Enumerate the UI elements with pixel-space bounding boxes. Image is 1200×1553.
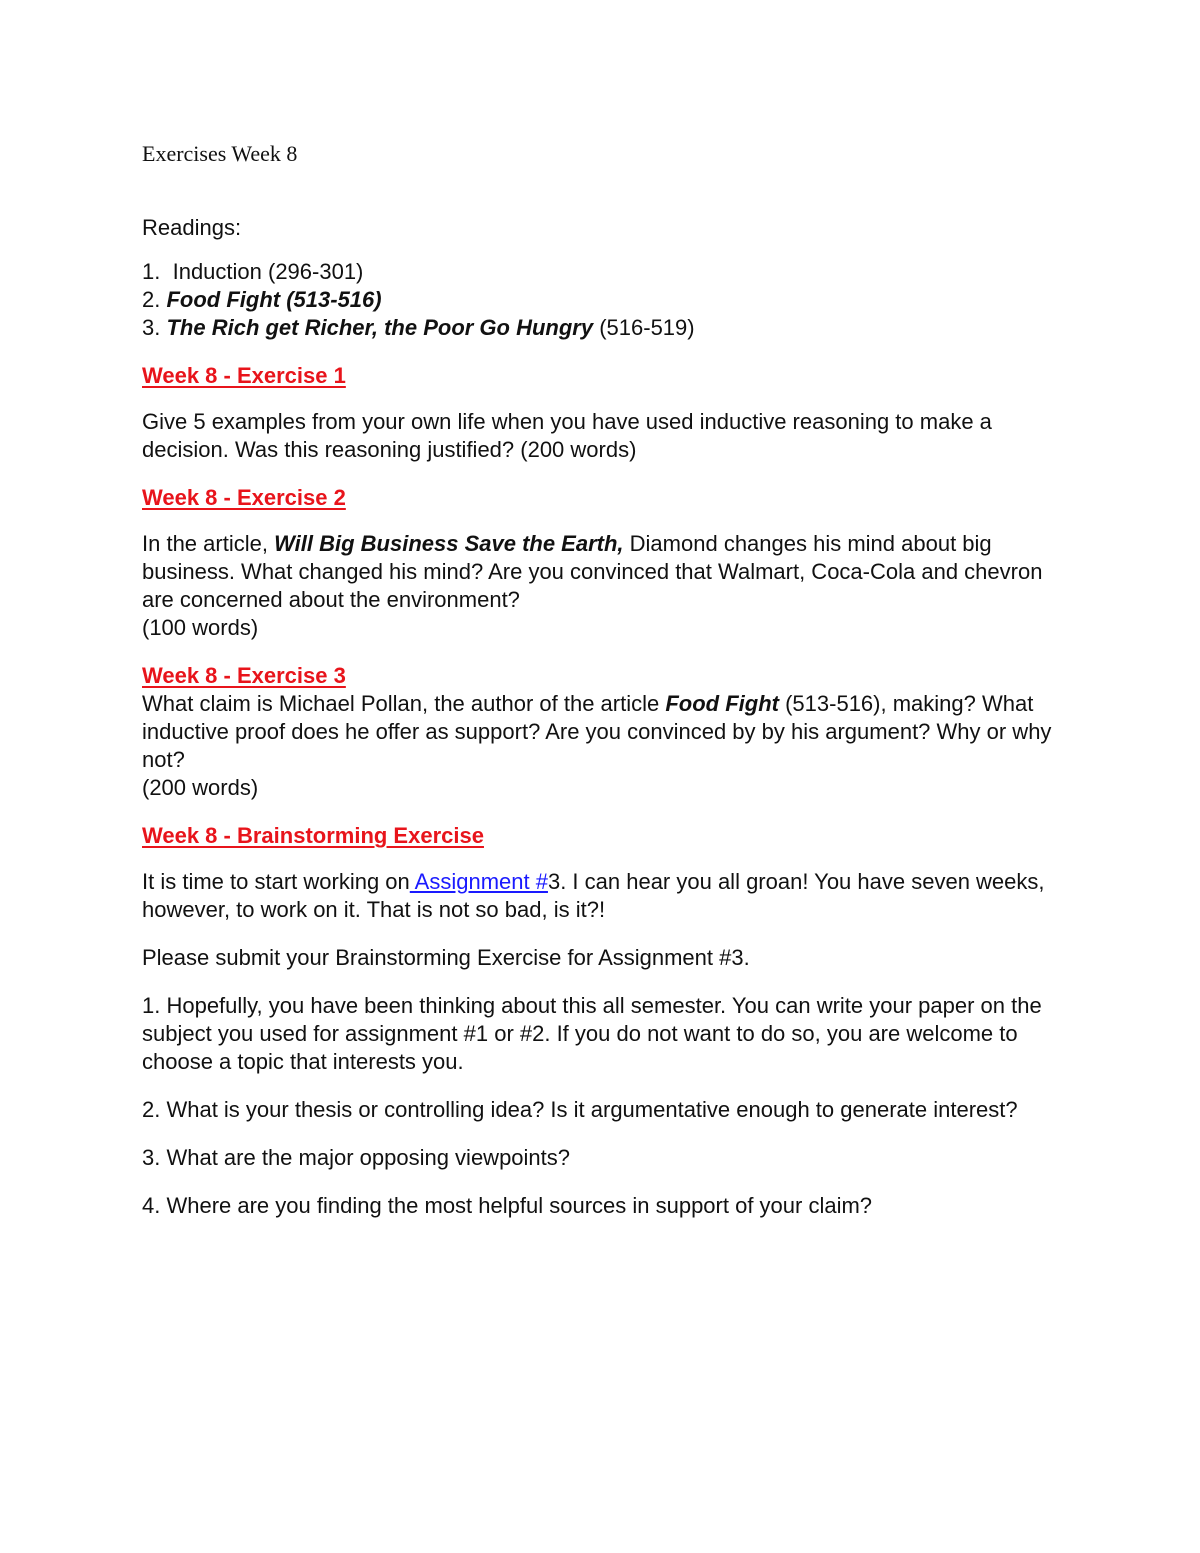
- exercise-1-body: Give 5 examples from your own life when you have used inductive reasoning to make a decision. Was this reasoning justified? (200 words): [142, 409, 992, 462]
- reading-title: Food Fight (513-516): [166, 287, 382, 312]
- reading-number: 3.: [142, 315, 161, 340]
- reading-item-1: [142, 258, 1072, 286]
- reading-item-3: [142, 314, 1072, 342]
- readings-label: Readings:: [142, 215, 242, 240]
- readings-list: [142, 258, 1072, 342]
- reading-title: The Rich get Richer, the Poor Go Hungry: [166, 315, 594, 340]
- brainstorming-intro-before: It is time to start working on: [142, 869, 410, 894]
- reading-number: 1.: [142, 259, 161, 284]
- exercise-3-body: [142, 690, 1072, 774]
- assignment-3-link[interactable]: Assignment #: [409, 869, 548, 894]
- exercise-3-text-before: What claim is Michael Pollan, the author of the article: [142, 691, 666, 716]
- exercise-2-text-after: Diamond changes his mind about big business. What changed his mind? Are you convinced that Walmart, Coca-Cola and chevron are concerned about the environment?: [142, 531, 1043, 612]
- brainstorming-intro: [142, 868, 1072, 924]
- exercise-2-text-before: In the article,: [142, 531, 275, 556]
- reading-item-2: [142, 286, 1072, 314]
- brainstorming-question-1: 1. Hopefully, you have been thinking about this all semester. You can write your paper on the subject you used for assignment #1 or #2. If you do not want to do so, you are welcome to choose a topic that interests you.: [142, 993, 1042, 1074]
- brainstorming-question-3: 3. What are the major opposing viewpoints?: [142, 1145, 571, 1170]
- exercise-2-word-count: (100 words): [142, 615, 259, 640]
- brainstorming-submit-text: Please submit your Brainstorming Exercise for Assignment #3.: [142, 945, 750, 970]
- exercise-2-body: [142, 530, 1072, 614]
- reading-number: 2.: [142, 287, 161, 312]
- exercise-3-article-title: Food Fight: [665, 691, 779, 716]
- exercise-3-text-after: (513-516), making? What inductive proof does he offer as support? Are you convinced by by his argument? Why or why not?: [142, 691, 1052, 772]
- brainstorming-heading: Week 8 - Brainstorming Exercise: [142, 823, 484, 848]
- document-body: [142, 140, 1072, 1240]
- document-title: Exercises Week 8: [142, 141, 298, 166]
- brainstorming-intro-after: 3. I can hear you all groan! You have seven weeks, however, to work on it. That is not so bad, is it?!: [142, 869, 1045, 922]
- brainstorming-question-2: 2. What is your thesis or controlling idea? Is it argumentative enough to generate interest?: [142, 1097, 1018, 1122]
- exercise-2-heading: Week 8 - Exercise 2: [142, 485, 346, 510]
- reading-text: Induction (296-301): [172, 259, 364, 284]
- brainstorming-question-4: 4. Where are you finding the most helpful sources in support of your claim?: [142, 1193, 873, 1218]
- exercise-2-article-title: Will Big Business Save the Earth,: [274, 531, 624, 556]
- exercise-3-word-count: (200 words): [142, 775, 259, 800]
- reading-pages: (516-519): [593, 315, 695, 340]
- exercise-1-heading: Week 8 - Exercise 1: [142, 363, 346, 388]
- exercise-3-heading: Week 8 - Exercise 3: [142, 663, 346, 688]
